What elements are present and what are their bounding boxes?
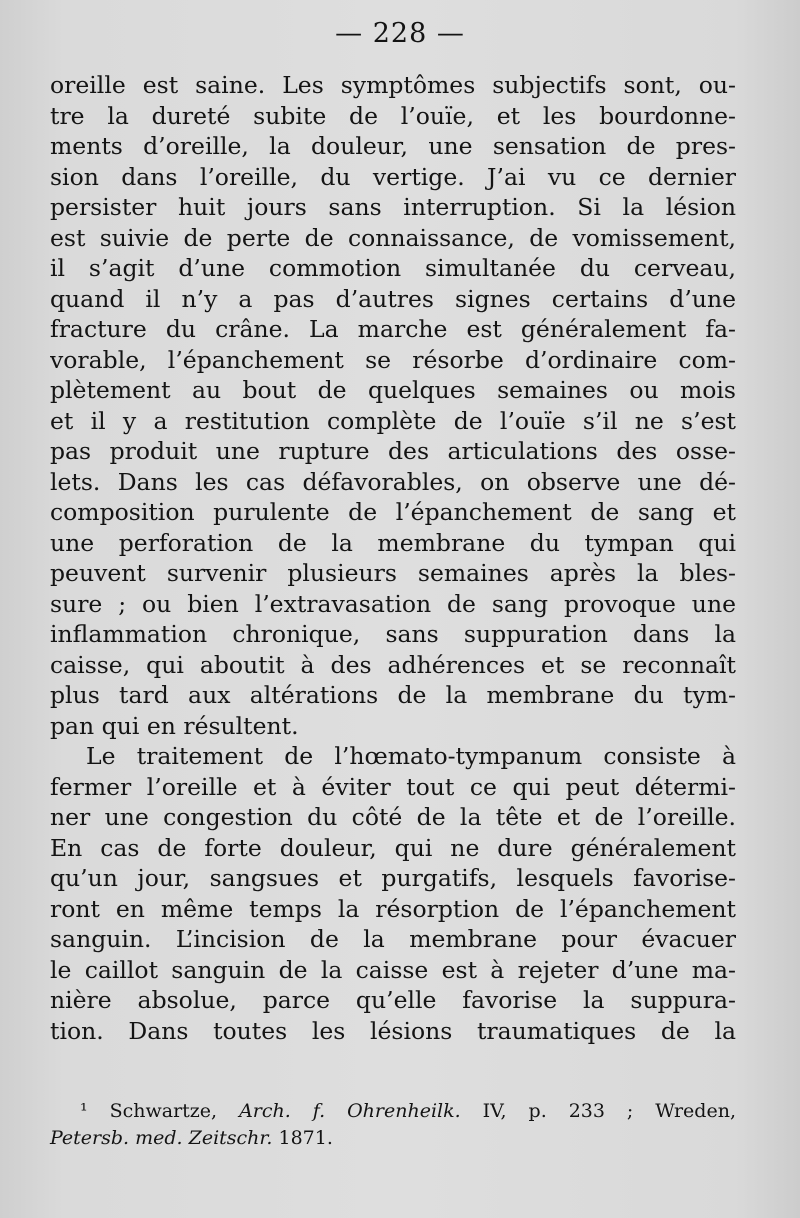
text-line: En cas de forte douleur, qui ne dure généralement — [50, 833, 736, 862]
text-line: nière absolue, parce qu’elle favorise la suppura- — [50, 986, 736, 1014]
text-line: plus tard aux altérations de la membrane du tym- — [50, 681, 736, 709]
page-number: — 228 — — [335, 18, 465, 49]
footnote-reference: IV, p. 233 ; Wreden, — [482, 1100, 736, 1122]
text-line: tion. Dans toutes les lésions traumatiques de la — [50, 1016, 736, 1045]
text-line: et il y a restitution complète de l’ouïe s’il ne s’est — [50, 406, 736, 435]
text-line: est suivie de perte de connaissance, de vomissement, — [50, 223, 736, 252]
text-line: caisse, qui aboutit à des adhérences et se reconnaît — [50, 650, 736, 679]
text-line: quand il n’y a pas d’autres signes certains d’une — [50, 284, 736, 313]
text-line: vorable, l’épanchement se résorbe d’ordinaire com- — [50, 345, 736, 374]
text-line: fracture du crâne. La marche est généralement fa- — [50, 315, 736, 343]
text-line: pas produit une rupture des articulations des osse- — [50, 437, 736, 465]
text-line: oreille est saine. Les symptômes subjectifs sont, ou- — [50, 71, 736, 99]
footnote-year: 1871. — [278, 1127, 333, 1149]
footnote-line — [50, 1098, 736, 1125]
text-line: lets. Dans les cas défavorables, on observe une dé- — [50, 467, 736, 496]
text-line: sure ; ou bien l’extravasation de sang provoque une — [50, 589, 736, 618]
text-line: ments d’oreille, la douleur, une sensation de pres- — [50, 132, 736, 160]
text-line: peuvent survenir plusieurs semaines après la bles- — [50, 559, 736, 587]
footnote-author: Schwartze, — [109, 1100, 218, 1122]
text-line: ner une congestion du côté de la tête et de l’oreille. — [50, 803, 736, 831]
text-line: persister huit jours sans interruption. Si la lésion — [50, 193, 736, 221]
text-line: inflammation chronique, sans suppuration dans la — [50, 620, 736, 648]
text-line: Le traitement de l’hœmato-tympanum consiste à — [86, 742, 736, 770]
text-line: une perforation de la membrane du tympan qui — [50, 528, 736, 557]
text-line: composition purulente de l’épanchement de sang et — [50, 498, 736, 526]
text-line: le caillot sanguin de la caisse est à rejeter d’une ma- — [50, 955, 736, 984]
footnote-marker: ¹ — [80, 1100, 88, 1122]
body-text — [50, 70, 736, 1046]
text-line: sanguin. L’incision de la membrane pour évacuer — [50, 925, 736, 953]
text-line: pan qui en résultent. — [50, 711, 299, 740]
text-line: tre la dureté subite de l’ouïe, et les bourdonne- — [50, 101, 736, 130]
text-line: qu’un jour, sangsues et purgatifs, lesquels favorise- — [50, 864, 736, 892]
text-line: ront en même temps la résorption de l’épanchement — [50, 894, 736, 923]
text-line: sion dans l’oreille, du vertige. J’ai vu ce dernier — [50, 162, 736, 191]
text-line: fermer l’oreille et à éviter tout ce qui peut détermi- — [50, 772, 736, 801]
text-line: plètement au bout de quelques semaines ou mois — [50, 376, 736, 404]
footnote-journal: Petersb. med. Zeitschr. — [50, 1127, 273, 1149]
footnote-line — [50, 1125, 736, 1152]
footnote-journal: Arch. f. Ohrenheilk. — [239, 1100, 461, 1122]
footnote — [50, 1098, 736, 1152]
text-line: il s’agit d’une commotion simultanée du cerveau, — [50, 254, 736, 282]
